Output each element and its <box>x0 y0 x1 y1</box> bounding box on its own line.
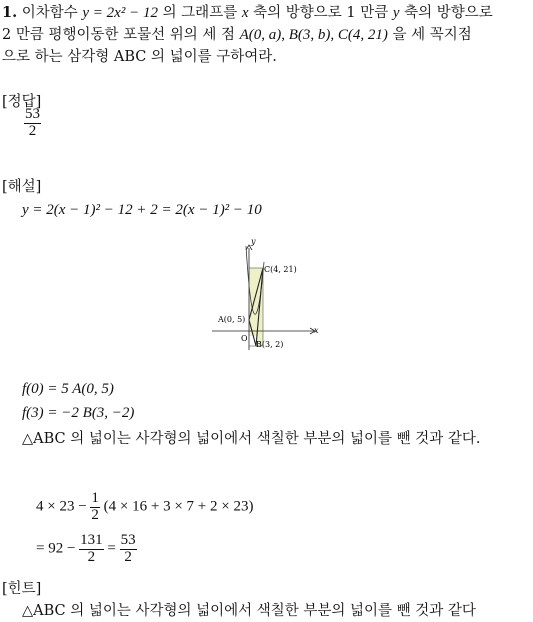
problem-text: 2 만큼 평행이동한 포물선 위의 세 점 <box>2 27 235 43</box>
problem-variable: x <box>241 5 249 21</box>
origin-label: O <box>241 334 248 343</box>
calc-term: = 92 − <box>36 540 76 557</box>
problem-text: 축의 방향으로 <box>404 5 493 21</box>
x-axis-label: x <box>314 326 319 335</box>
y-axis-label: y <box>251 237 256 246</box>
problem-number: 1. <box>2 4 18 21</box>
calc-fraction-num: 1 <box>91 490 99 506</box>
calc-fraction-num: 53 <box>120 532 136 548</box>
point-b-label: B(3, 2) <box>256 340 284 349</box>
point-a-label: A(0, 5) <box>218 315 246 324</box>
hint-text: △ABC 의 넓이는 사각형의 넓이에서 색칠한 부분의 넓이를 뺀 것과 같다 <box>22 603 476 619</box>
calc-fraction-den: 2 <box>124 548 132 565</box>
solution-f0: f(0) = 5 A(0, 5) <box>22 381 114 397</box>
problem-text: 의 그래프를 <box>162 5 238 21</box>
calculation-line-1 <box>36 491 253 524</box>
calc-term: (4 × 16 + 3 × 7 + 2 × 23) <box>103 498 254 515</box>
problem-points: A(0, a), B(3, b), C(4, 21) <box>239 27 388 43</box>
answer-denominator: 2 <box>28 122 37 139</box>
solution-explanation: △ABC 의 넓이는 사각형의 넓이에서 색칠한 부분의 넓이를 뺀 것과 같다. <box>22 431 481 447</box>
calculation-line-2 <box>36 533 137 566</box>
problem-text: 이차함수 <box>21 5 78 21</box>
problem-line-1 <box>2 2 493 24</box>
answer-heading: [정답] <box>2 94 42 110</box>
answer-fraction <box>24 107 41 140</box>
problem-text: 축의 방향으로 1 만큼 <box>253 5 389 21</box>
problem-variable: y <box>392 5 400 21</box>
calc-fraction-num: 131 <box>80 532 103 548</box>
calc-fraction-den: 2 <box>91 506 99 523</box>
problem-line-2 <box>2 24 472 46</box>
calc-term: = <box>107 540 116 557</box>
calc-fraction-den: 2 <box>87 548 96 565</box>
calc-term: 4 × 23 − <box>36 498 87 515</box>
problem-equation: y = 2x² − 12 <box>82 5 158 21</box>
solution-f3: f(3) = −2 B(3, −2) <box>22 405 135 421</box>
solution-equation: y = 2(x − 1)² − 12 + 2 = 2(x − 1)² − 10 <box>22 202 262 218</box>
parabola-graph <box>210 234 325 354</box>
solution-heading: [해설] <box>2 179 42 195</box>
hint-heading: [힌트] <box>2 581 42 597</box>
answer-numerator: 53 <box>25 106 40 122</box>
problem-line-3: 으로 하는 삼각형 ABC 의 넓이를 구하여라. <box>2 49 277 65</box>
point-c-label: C(4, 21) <box>264 265 297 274</box>
shaded-region <box>249 268 263 346</box>
problem-text: 을 세 꼭지점 <box>392 27 472 43</box>
